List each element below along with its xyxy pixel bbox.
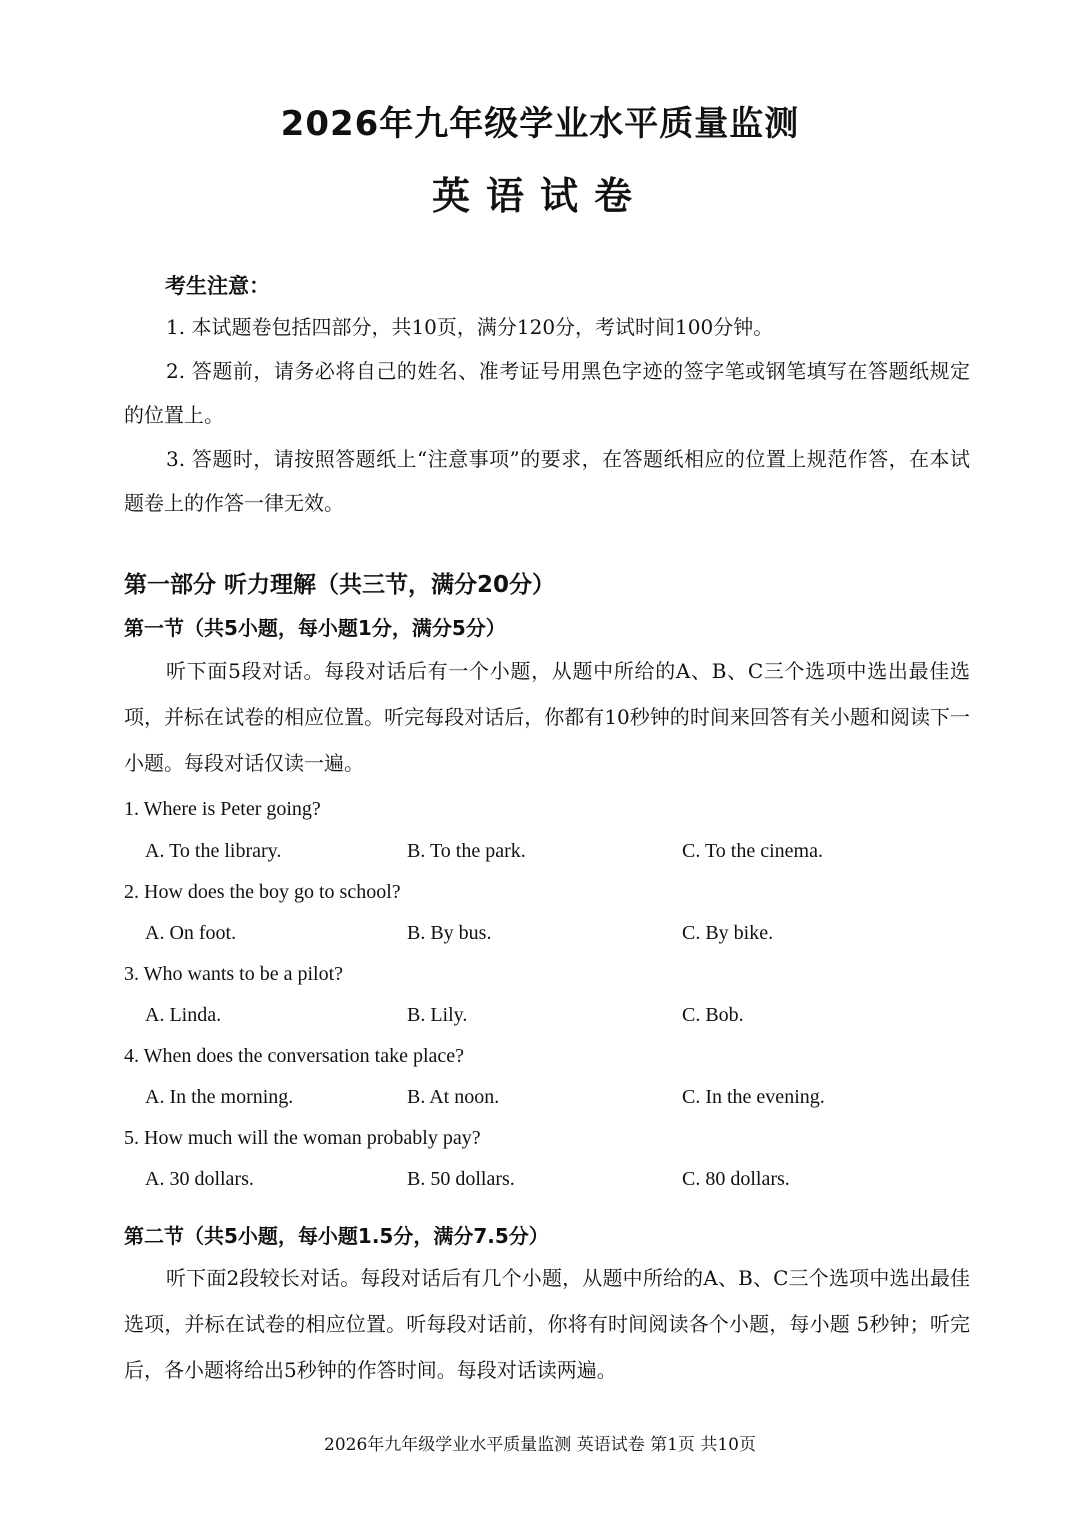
question-5: 5. How much will the woman probably pay? (124, 1127, 481, 1149)
question-1-option-c: C. To the cinema. (682, 840, 823, 862)
question-2-option-c: C. By bike. (682, 922, 774, 944)
notice-heading: 考生注意： (165, 274, 270, 298)
question-1-option-a: A. To the library. (145, 840, 282, 862)
question-4-option-c: C. In the evening. (682, 1086, 825, 1108)
question-2: 2. How does the boy go to school? (124, 881, 401, 903)
section2-intro: 听下面2段较长对话。每段对话后有几个小题，从题中所给的A、B、C三个选项中选出最佳选项，并标在试卷的相应位置。听每段对话前，你将有时间阅读各个小题，每小题 5秒钟；听完后，各小题将给出5秒钟的作答时间。每段对话读两遍。 (124, 1266, 970, 1382)
question-5-option-b: B. 50 dollars. (407, 1168, 515, 1190)
page-footer: 2026年九年级学业水平质量监测 英语试卷 第1页 共10页 (324, 1435, 756, 1455)
section1-intro: 听下面5段对话。每段对话后有一个小题，从题中所给的A、B、C三个选项中选出最佳选项，并标在试卷的相应位置。听完每段对话后，你都有10秒钟的时间来回答有关小题和阅读下一小题。每段对话仅读一遍。 (124, 659, 970, 775)
question-4-option-b: B. At noon. (407, 1086, 500, 1108)
question-4-option-a: A. In the morning. (145, 1086, 294, 1108)
question-1-option-b: B. To the park. (407, 840, 526, 862)
question-3-option-a: A. Linda. (145, 1004, 222, 1026)
question-5-option-c: C. 80 dollars. (682, 1168, 790, 1190)
exam-subject-title: 英语试卷 (431, 174, 648, 218)
exam-title: 2026年九年级学业水平质量监测 (280, 104, 800, 144)
question-1: 1. Where is Peter going? (124, 798, 321, 820)
section2-title: 第二节（共5小题，每小题1.5分，满分7.5分） (124, 1224, 549, 1248)
question-2-option-a: A. On foot. (145, 922, 237, 944)
question-3-option-c: C. Bob. (682, 1004, 744, 1026)
part1-title: 第一部分 听力理解（共三节，满分20分） (124, 572, 556, 598)
question-4: 4. When does the conversation take place? (124, 1045, 465, 1067)
notice-item-2: 2. 答题前，请务必将自己的姓名、准考证号用黑色字迹的签字笔或钢笔填写在答题纸规定的位置上。 (124, 359, 970, 427)
question-3: 3. Who wants to be a pilot? (124, 963, 344, 985)
notice-item-3: 3. 答题时，请按照答题纸上“注意事项”的要求，在答题纸相应的位置上规范作答，在本试题卷上的作答一律无效。 (124, 447, 970, 515)
notice-item-1: 1. 本试题卷包括四部分，共10页，满分120分，考试时间100分钟。 (166, 315, 774, 339)
question-3-option-b: B. Lily. (407, 1004, 468, 1026)
section1-title: 第一节（共5小题，每小题1分，满分5分） (124, 616, 506, 640)
question-5-option-a: A. 30 dollars. (145, 1168, 254, 1190)
question-2-option-b: B. By bus. (407, 922, 492, 944)
